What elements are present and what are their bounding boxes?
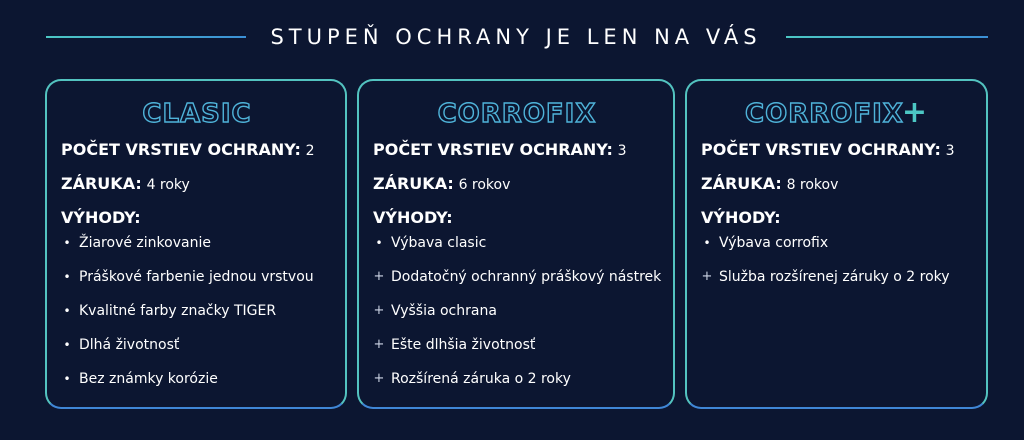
benefits-list [701,233,986,287]
benefit-item [373,301,673,321]
section-header [0,22,1024,52]
plus-icon: + [373,303,385,318]
warranty-value: 6 rokov [458,177,511,193]
warranty-row [701,173,986,195]
header-divider-right [786,36,988,38]
benefit-item [701,233,986,253]
benefits-list [373,233,673,389]
benefit-text: Výbava corrofix [719,235,829,251]
bullet-icon: • [63,270,71,284]
bullet-icon: • [375,236,383,250]
benefit-text: Dlhá životnosť [79,337,180,353]
logo-plus-icon: + [901,95,928,130]
benefits-label: VÝHODY: [701,208,781,227]
bullet-icon: • [63,338,71,352]
benefit-text: Výbava clasic [391,235,487,251]
benefit-item [701,267,986,287]
plus-icon: + [373,371,385,386]
plus-icon: + [373,337,385,352]
package-logo-text: CORROFIX [437,99,597,129]
header-divider-left [46,36,246,38]
warranty-row [373,173,673,195]
benefit-item [373,267,673,287]
layers-label: POČET VRSTIEV OCHRANY: [701,140,941,159]
section-title: STUPEŇ OCHRANY JE LEN NA VÁS [270,25,762,49]
plus-icon: + [373,269,385,284]
layers-value: 3 [617,143,627,159]
benefit-text: Rozšírená záruka o 2 roky [391,371,571,387]
warranty-row [61,173,345,195]
benefit-text: Kvalitné farby značky TIGER [79,303,277,319]
package-logo [687,95,986,139]
bullet-icon: • [63,304,71,318]
layers-row [701,139,986,161]
package-card-clasic [45,79,347,409]
benefit-text: Bez známky korózie [79,371,218,387]
benefit-text: Žiarové zinkovanie [79,235,211,251]
benefits-label: VÝHODY: [61,208,141,227]
benefit-item [61,369,345,389]
warranty-label: ZÁRUKA: [701,174,782,193]
warranty-label: ZÁRUKA: [373,174,454,193]
benefit-item [61,335,345,355]
benefit-item [61,267,345,287]
package-card-corrofix [357,79,675,409]
warranty-value: 8 rokov [786,177,839,193]
bullet-icon: • [703,236,711,250]
benefit-item [61,301,345,321]
benefit-text: Služba rozšírenej záruky o 2 roky [719,269,950,285]
plus-icon: + [701,269,713,284]
benefit-text: Práškové farbenie jednou vrstvou [79,269,314,285]
benefits-list [61,233,345,389]
benefit-item [373,335,673,355]
package-card-corrofix-plus [685,79,988,409]
layers-row [61,139,345,161]
benefit-text: Ešte dlhšia životnosť [391,337,536,353]
benefit-text: Vyššia ochrana [391,303,497,319]
layers-value: 2 [305,143,315,159]
layers-value: 3 [945,143,955,159]
layers-row [373,139,673,161]
benefit-item [373,233,673,253]
package-logo-text: CLASIC [142,99,252,129]
bullet-icon: • [63,372,71,386]
warranty-label: ZÁRUKA: [61,174,142,193]
bullet-icon: • [63,236,71,250]
package-logo [359,95,673,139]
layers-label: POČET VRSTIEV OCHRANY: [61,140,301,159]
benefit-item [373,369,673,389]
package-logo-text: CORROFIX [745,99,904,129]
benefit-item [61,233,345,253]
benefit-text: Dodatočný ochranný práškový nástrek [391,269,662,285]
warranty-value: 4 roky [146,177,190,193]
layers-label: POČET VRSTIEV OCHRANY: [373,140,613,159]
benefits-label: VÝHODY: [373,208,453,227]
package-logo [47,95,345,139]
